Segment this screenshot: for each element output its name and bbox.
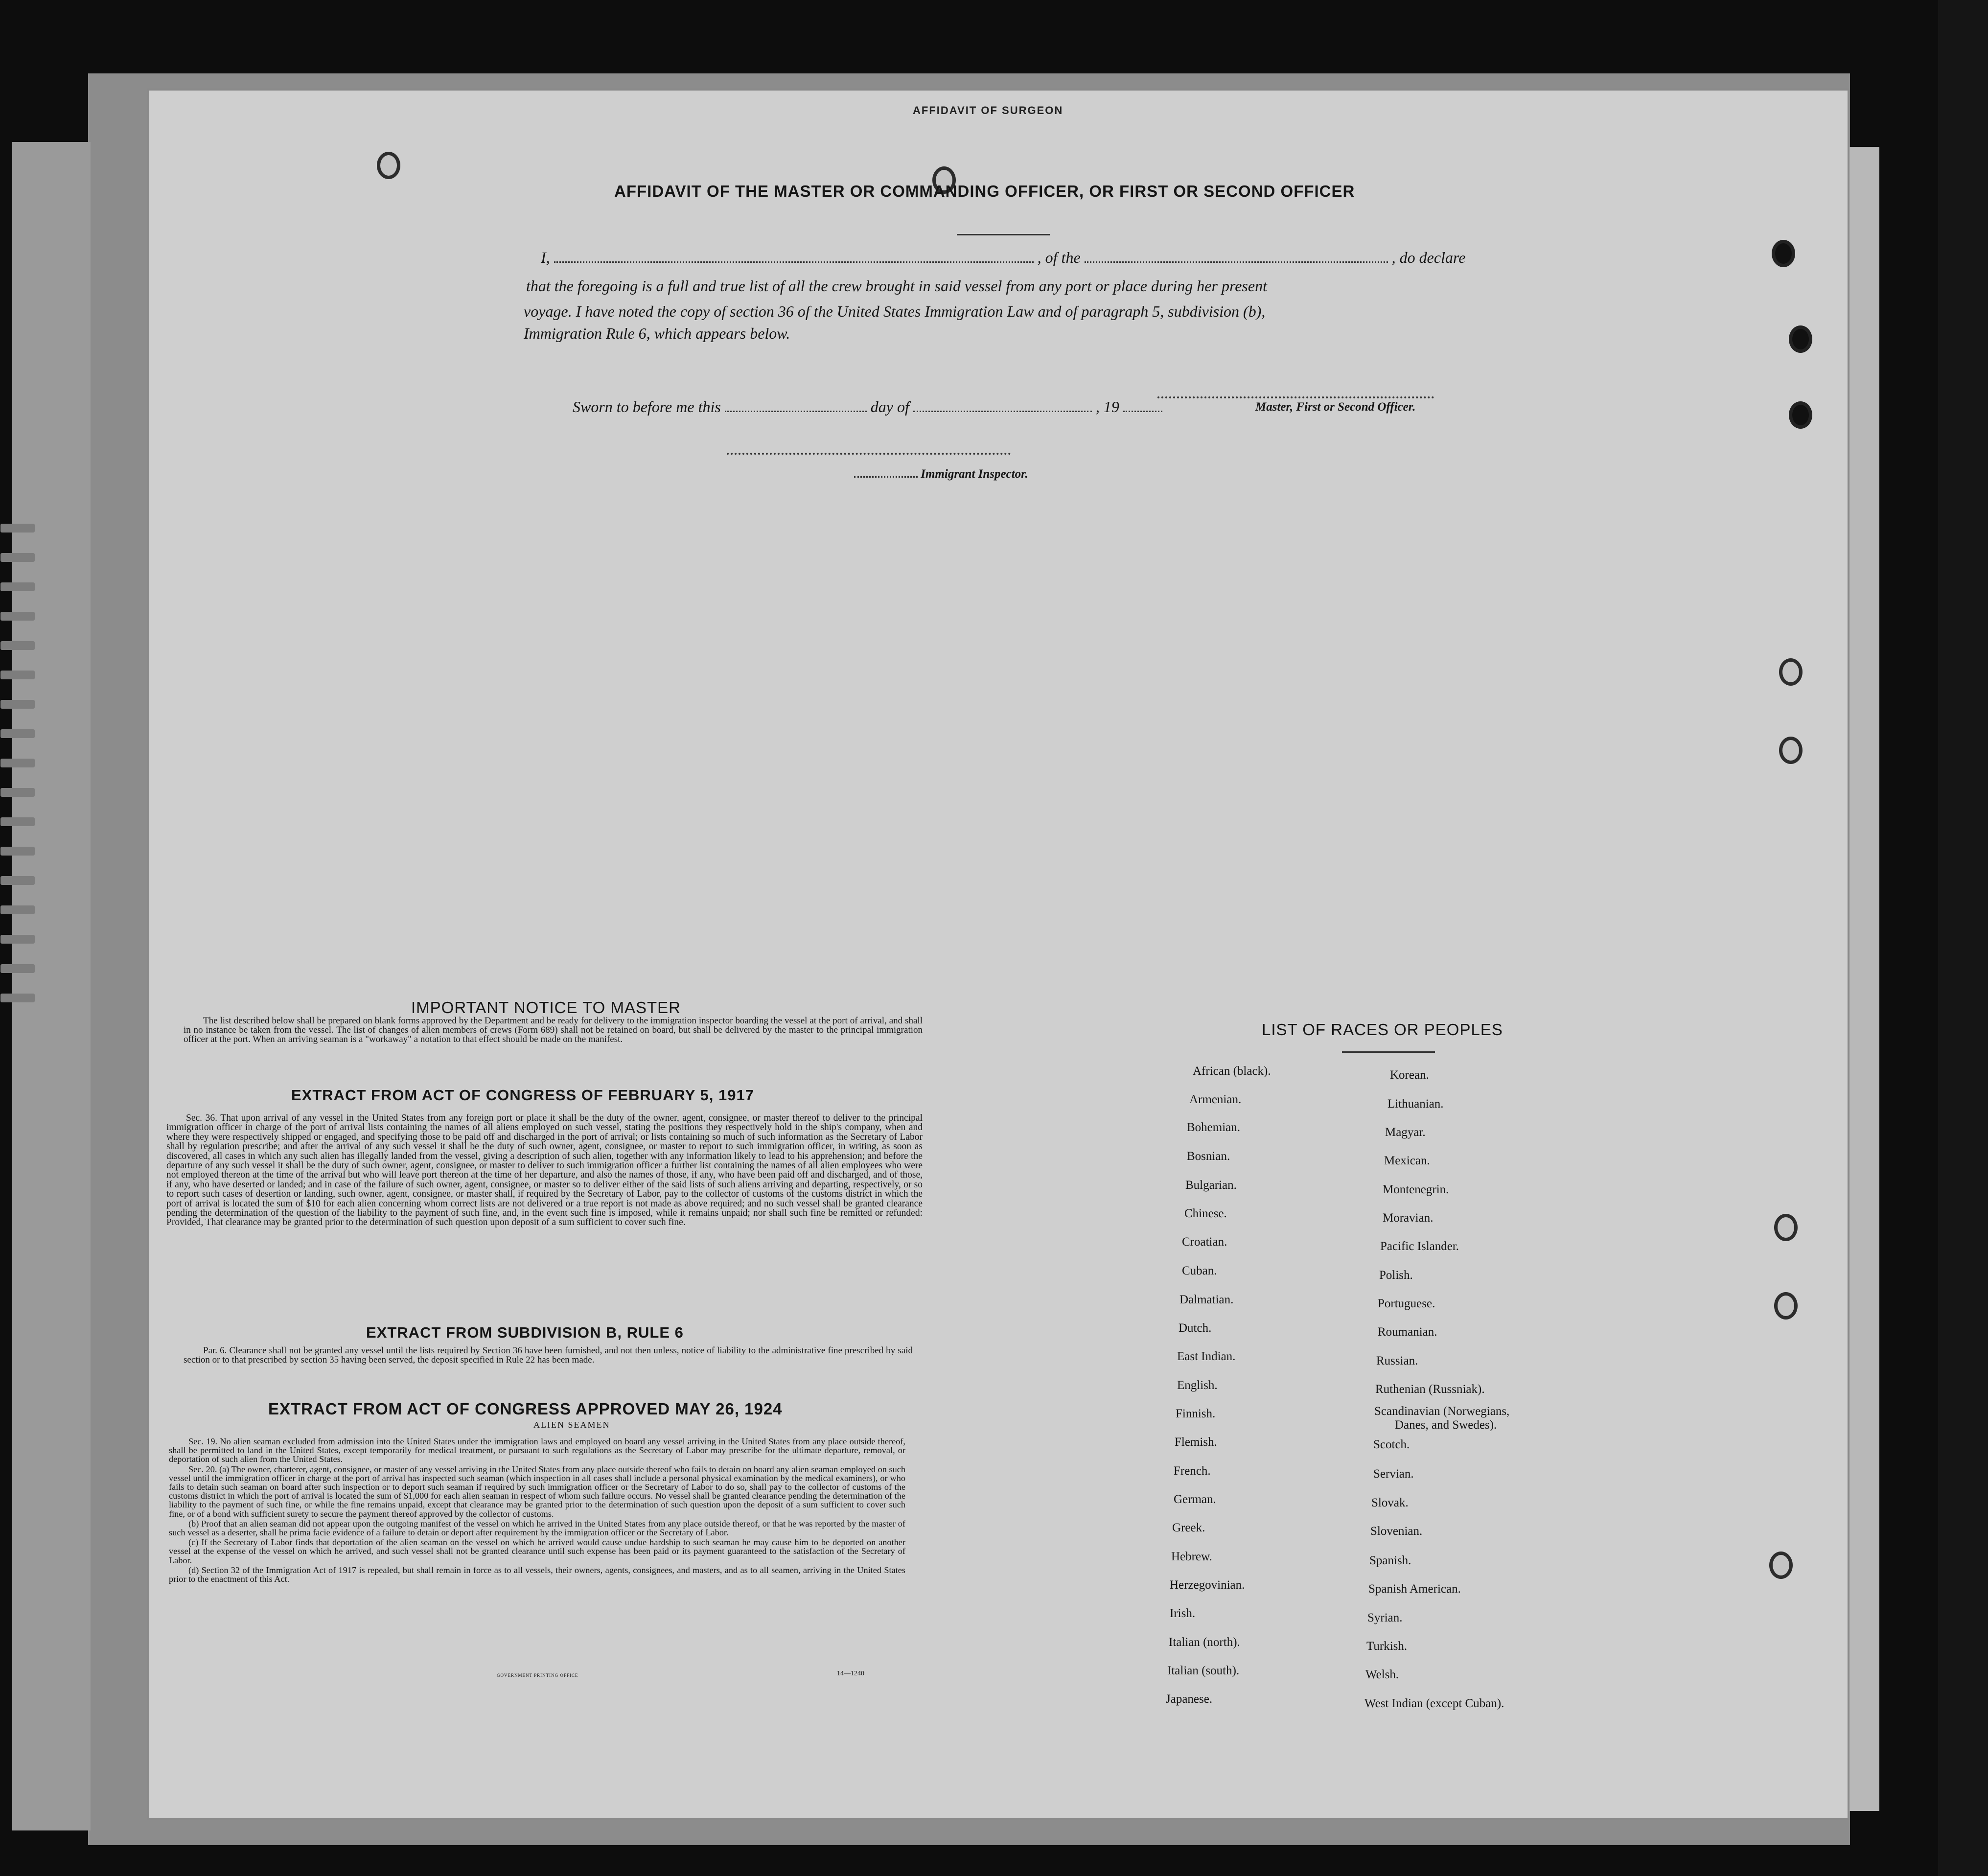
race-item: Polish. xyxy=(1379,1269,1413,1282)
notice-text xyxy=(184,1016,923,1045)
printer-imprint: GOVERNMENT PRINTING OFFICE xyxy=(497,1673,578,1678)
master-signature-label: Master, First or Second Officer. xyxy=(1255,400,1416,414)
extract-1924-text xyxy=(169,1437,905,1584)
affidavit-title: AFFIDAVIT OF THE MASTER OR COMMANDING OFFICER, OR FIRST OR SECOND OFFICER xyxy=(614,182,1355,200)
paragraph-6: Par. 6. Clearance shall not be granted any vessel until the lists required by Section 36 have been furnished, and not then unless, notice of liability to the administrative fine prescribed by said section or to that prescribed by section 35 having been served, the deposit specified in Rule 22 has been made. xyxy=(184,1345,913,1365)
race-item: Armenian. xyxy=(1189,1093,1242,1106)
of-the-label: , of the xyxy=(1037,249,1081,266)
vessel-name-field[interactable] xyxy=(1085,261,1388,263)
do-declare-label: , do declare xyxy=(1391,249,1466,266)
race-item: Moravian. xyxy=(1383,1211,1433,1225)
extract-rule6-title: EXTRACT FROM SUBDIVISION B, RULE 6 xyxy=(366,1324,684,1341)
section-20a-paragraph: Sec. 20. (a) The owner, charterer, agent, consignee, or master of any vessel arriving in the United States from any place outside thereof who fails to detain on board any alien seaman employed on such vessel until the immigration officer in charge at the port of arrival has inspected such seaman (which inspection in all cases shall include a personal physical examination by the medical examiners), or who fails to detain such seaman on board after such inspection or to deport such seaman if required by such immigration officer or the Secretary of Labor to do so, shall pay to the collector of customs of the customs district in which the port of arrival is located the sum of $1,000 for each alien seaman in respect of whom such failure occurs. No vessel shall be granted clearance pending the determination of the liability to the payment of such fine, or while the fine remains unpaid, except that clearance may be granted prior to the determination of such question upon the deposit of a sum sufficient to cover such fine, or of a bond with sufficient surety to secure the payment thereof approved by the collector of customs. xyxy=(169,1464,905,1519)
race-item: German. xyxy=(1174,1493,1216,1506)
race-item: Magyar. xyxy=(1385,1126,1426,1139)
race-item: Ruthenian (Russniak). xyxy=(1375,1383,1485,1396)
notice-title: IMPORTANT NOTICE TO MASTER xyxy=(411,998,681,1017)
race-item: Slovak. xyxy=(1371,1496,1409,1509)
races-title-underline xyxy=(1342,1051,1435,1053)
race-item: Slovenian. xyxy=(1370,1525,1423,1538)
title-underline xyxy=(957,234,1050,235)
race-item: Chinese. xyxy=(1184,1207,1227,1220)
extract-rule6-text xyxy=(184,1346,913,1366)
race-item: Flemish. xyxy=(1175,1436,1217,1449)
top-strip-label: AFFIDAVIT OF SURGEON xyxy=(913,104,1063,116)
declarant-name-field[interactable] xyxy=(554,261,1034,263)
race-item: Irish. xyxy=(1170,1607,1196,1620)
race-item: Roumanian. xyxy=(1378,1325,1437,1339)
section-20d-paragraph: (d) Section 32 of the Immigration Act of 1917 is repealed, but shall remain in force as to all vessels, their owners, agents, consignees, and masters, and as to all seamen, arriving in the United States prior to the enactment of this Act. xyxy=(169,1565,905,1584)
race-item: Turkish. xyxy=(1366,1640,1408,1653)
race-item: Spanish. xyxy=(1369,1554,1411,1567)
race-item: Portuguese. xyxy=(1378,1297,1435,1310)
punch-hole xyxy=(1779,737,1803,764)
punch-hole xyxy=(1769,1552,1793,1579)
sworn-line xyxy=(573,398,1162,416)
section-20b-paragraph: (b) Proof that an alien seaman did not appear upon the outgoing manifest of the vessel on which he arrived in the United States from any place outside thereof, or that he was reported by the master of such vessel as a deserter, shall be prima facie evidence of a failure to detain or deport after requirement by the immigration officer or the Secretary of Labor. xyxy=(169,1518,905,1538)
sworn-date-field[interactable] xyxy=(725,410,867,412)
race-item: Syrian. xyxy=(1367,1611,1403,1624)
extract-1917-text xyxy=(166,1113,923,1228)
race-item: Scotch. xyxy=(1373,1438,1410,1451)
year-label: , 19 xyxy=(1095,398,1119,416)
punch-hole xyxy=(1772,240,1795,267)
affidavit-line-4: Immigration Rule 6, which appears below. xyxy=(524,324,790,342)
right-dark-edge xyxy=(1938,0,1988,1876)
affidavit-line-2: that the foregoing is a full and true list of all the crew brought in said vessel from any port or place during her present xyxy=(526,277,1267,295)
race-item: French. xyxy=(1174,1464,1211,1478)
inspector-line xyxy=(854,467,1028,481)
affidavit-line-3: voyage. I have noted the copy of section 36 of the United States Immigration Law and of paragraph 5, subdivision (b), xyxy=(524,302,1266,320)
race-item: Italian (north). xyxy=(1169,1636,1240,1649)
race-item: Spanish American. xyxy=(1368,1582,1461,1596)
sworn-label: Sworn to before me this xyxy=(573,398,721,416)
race-item: Hebrew. xyxy=(1171,1550,1212,1563)
race-item: African (black). xyxy=(1193,1065,1271,1078)
declarant-prefix: I, xyxy=(541,249,550,266)
race-item: Montenegrin. xyxy=(1383,1183,1449,1196)
form-number: 14—1240 xyxy=(837,1670,864,1677)
section-20c-paragraph: (c) If the Secretary of Labor finds that deportation of the alien seaman on the vessel on which he arrived would cause undue hardship to such seaman he may cause him to be deported on another vessel at the expense of the vessel on which he arrived, and such vessel shall not be granted clearance until such expense has been paid or its payment guaranteed to the satisfaction of the Secretary of Labor. xyxy=(169,1537,905,1565)
race-item: Dalmatian. xyxy=(1179,1293,1234,1306)
punch-hole xyxy=(1789,325,1812,353)
race-item: Korean. xyxy=(1390,1068,1429,1082)
race-item: Bohemian. xyxy=(1187,1121,1241,1134)
race-item: East Indian. xyxy=(1177,1350,1236,1363)
inspector-label: Immigrant Inspector. xyxy=(921,467,1028,481)
race-item: Bosnian. xyxy=(1187,1150,1230,1163)
affidavit-line-1 xyxy=(541,249,1465,267)
race-item: Herzegovinian. xyxy=(1170,1578,1245,1592)
race-item: Russian. xyxy=(1376,1354,1418,1367)
extract-1924-title: EXTRACT FROM ACT OF CONGRESS APPROVED MAY 26, 1924 xyxy=(268,1400,783,1418)
race-item: Croatian. xyxy=(1182,1235,1227,1249)
race-item: Italian (south). xyxy=(1167,1664,1240,1677)
punch-hole xyxy=(377,152,400,179)
back-sheet-far-left xyxy=(12,142,91,1830)
race-item: Servian. xyxy=(1373,1467,1414,1481)
punch-hole xyxy=(1779,658,1803,686)
day-of-label: day of xyxy=(870,398,909,416)
race-item: Bulgarian. xyxy=(1185,1179,1237,1192)
race-item: Lithuanian. xyxy=(1387,1097,1444,1111)
inspector-signature-line[interactable] xyxy=(727,453,1011,455)
extract-1917-title: EXTRACT FROM ACT OF CONGRESS OF FEBRUARY 5, 1917 xyxy=(291,1087,754,1104)
race-item: Mexican. xyxy=(1384,1154,1430,1167)
punch-hole xyxy=(1774,1292,1798,1320)
notice-paragraph: The list described below shall be prepared on blank forms approved by the Department and be ready for delivery to the immigration inspector boarding the vessel at the port of arrival, and shall in no instance be taken from the vessel. The list of changes of alien members of crews (Form 689) shall not be retained on board, but shall be delivered by the master to the principal immigration officer at the port. When an arriving seaman is a "workaway" a notation to that effect should be made on the manifest. xyxy=(184,1016,923,1044)
race-item: Finnish. xyxy=(1176,1407,1216,1420)
race-item: Pacific Islander. xyxy=(1380,1240,1459,1253)
section-36-paragraph: Sec. 36. That upon arrival of any vessel in the United States from any foreign port or place it shall be the duty of the owner, agent, consignee, or master thereof to deliver to the principal immigration officer in charge of the port of arrival lists containing the names of all aliens employed on such vessel, stating the positions they respectively hold in the ship's company, when and where they were respectively shipped or engaged, and specifying those to be paid off and discharged in the port of arrival; or lists containing so much of such information as the Secretary of Labor shall by regulation prescribe; and after the arrival of any such vessel it shall be the duty of such owner, agent, consignee, or master to report to such immigration officer, in writing, as soon as discovered, all cases in which any such alien has illegally landed from the vessel, giving a description of such alien, together with any information likely to lead to his apprehension; and before the departure of any such vessel it shall be the duty of such owner, agent, consignee, or master to deliver to such immigration officer a further list containing the names of all alien employees who were not employed thereon at the time of the arrival but who will leave port thereon at the time of her departure, and also the names of those, if any, who have been paid off and discharged, and of those, if any, who have deserted or landed; and in case of the failure of such owner, agent, consignee, or master so to deliver either of the said lists of such aliens arriving and departing, respectively, or so to report such cases of desertion or landing, such owner, agent, consignee, or master shall, if required by the Secretary of Labor, pay to the collector of customs of the customs district in which the port of arrival is located the sum of $10 for each alien concerning whom correct lists are not delivered or a true report is not made as above required; and no such vessel shall be granted clearance pending the determination of the question of the liability to the payment of such fine, and, in the event such fine is imposed, while it remains unpaid; nor shall such fine be remitted or refunded: Provided, That clearance may be granted prior to the determination of such question upon deposit of a sum sufficient to cover such fine. xyxy=(166,1113,923,1228)
race-item: Dutch. xyxy=(1179,1321,1212,1335)
master-signature-line[interactable] xyxy=(1157,396,1434,398)
race-item: Japanese. xyxy=(1166,1692,1213,1706)
race-item: English. xyxy=(1177,1379,1218,1392)
punch-hole xyxy=(1774,1214,1798,1241)
race-item: West Indian (except Cuban). xyxy=(1364,1697,1504,1710)
alien-seamen-subtitle: ALIEN SEAMEN xyxy=(533,1420,610,1430)
races-title: LIST OF RACES OR PEOPLES xyxy=(1262,1020,1503,1039)
race-item-continued: Danes, and Swedes). xyxy=(1395,1418,1497,1432)
punch-hole xyxy=(1789,401,1812,429)
inspector-dots xyxy=(854,476,918,478)
race-item: Greek. xyxy=(1172,1521,1205,1534)
sworn-year-field[interactable] xyxy=(1123,410,1162,412)
race-item: Welsh. xyxy=(1365,1668,1399,1681)
section-19-paragraph: Sec. 19. No alien seaman excluded from admission into the United States under the immigration laws and employed on board any vessel arriving in the United States from any place outside thereof, shall be permitted to land in the United States, except temporarily for medical treatment, or pursuant to such regulations as the Secretary of Labor may prescribe for the ultimate departure, removal, or deportation of such alien from the United States. xyxy=(169,1436,905,1464)
sworn-month-field[interactable] xyxy=(913,410,1092,412)
race-item: Cuban. xyxy=(1182,1264,1217,1277)
race-item: Scandinavian (Norwegians, xyxy=(1374,1405,1510,1418)
